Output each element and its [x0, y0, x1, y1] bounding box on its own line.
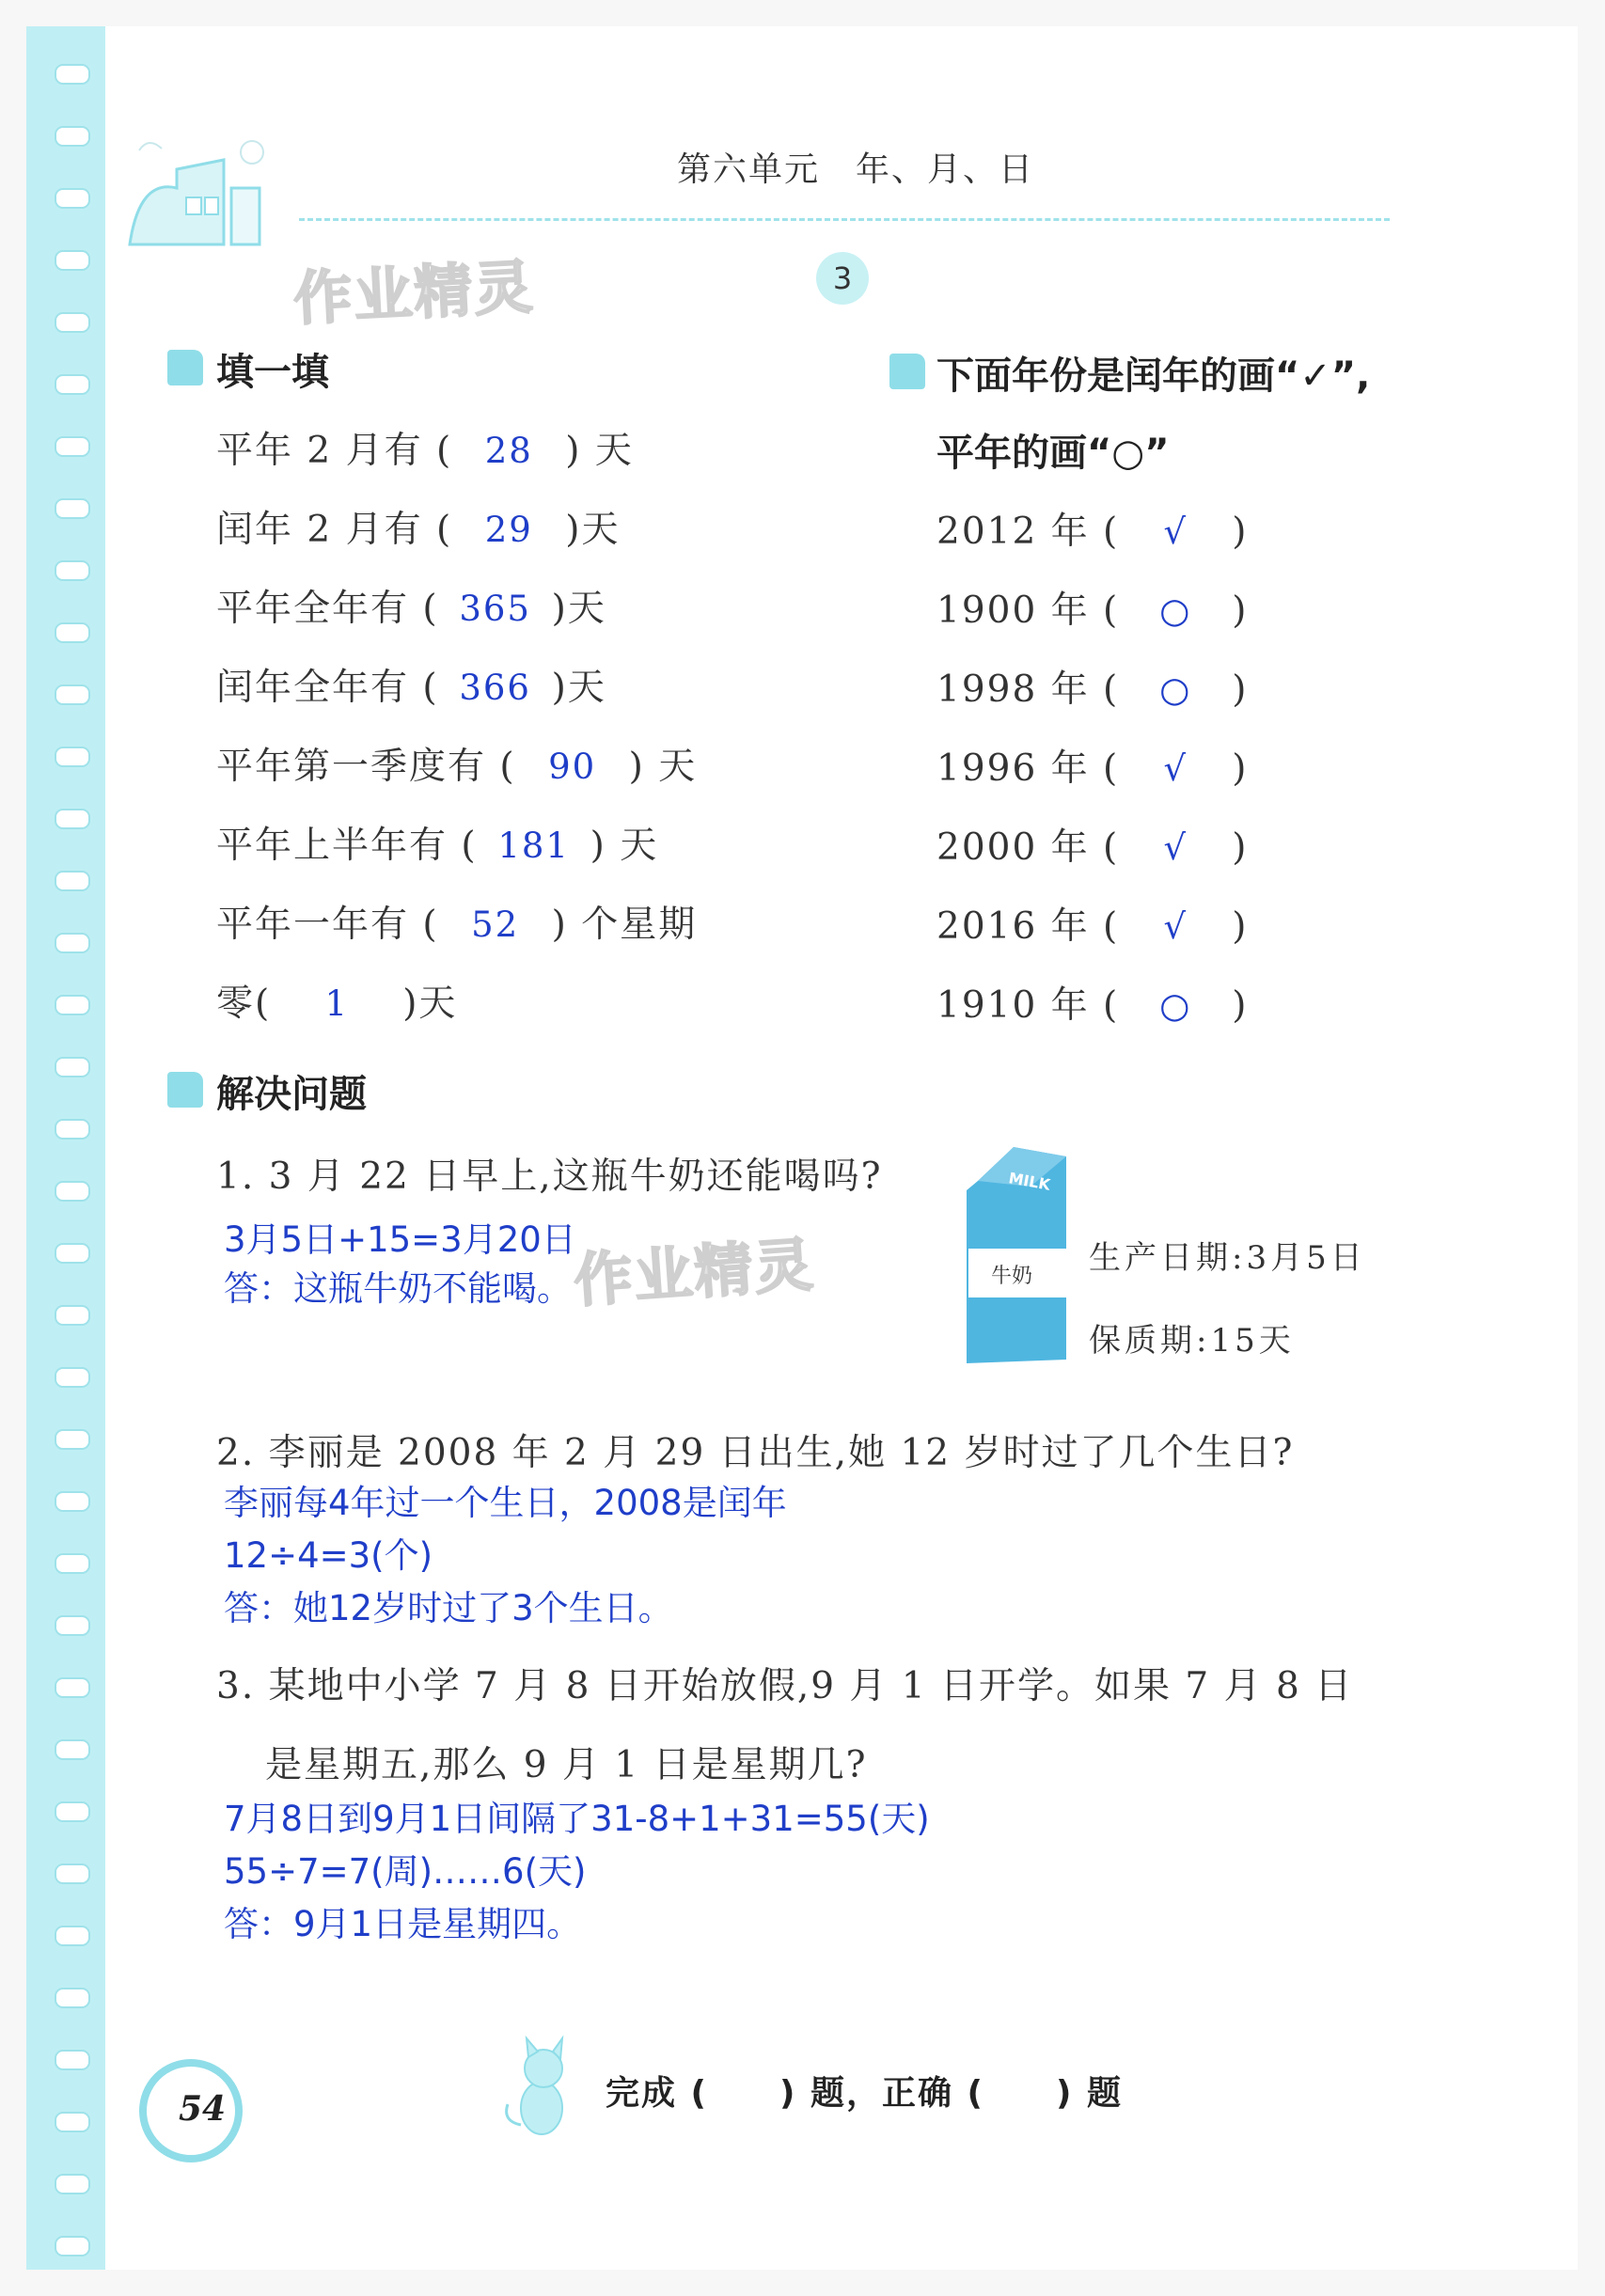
- mark: √: [1163, 827, 1188, 868]
- section-flag-icon: [167, 350, 203, 385]
- spiral-ring: [55, 2174, 90, 2194]
- problem-2-answer: 答：她12岁时过了3个生日。: [224, 1588, 673, 1628]
- section-flag-icon: [167, 1072, 203, 1108]
- leap-item: 1998 年 ( ○ ): [936, 668, 1249, 711]
- leap-item: 1996 年 ( √ ): [936, 747, 1249, 790]
- problem-2-question: 2. 李丽是 2008 年 2 月 29 日出生,她 12 岁时过了几个生日?: [216, 1432, 1295, 1474]
- problem-3-answer: 答：9月1日是星期四。: [224, 1904, 582, 1944]
- spiral-ring: [55, 126, 90, 147]
- production-date: 生产日期:3月5日: [1089, 1239, 1366, 1277]
- fill-item: 平年全年有 ( 365 )天: [216, 588, 606, 630]
- watermark: 作业精灵: [572, 1230, 817, 1315]
- mark: ○: [1159, 669, 1192, 710]
- spiral-ring: [55, 1367, 90, 1388]
- spiral-ring: [55, 1429, 90, 1450]
- spiral-binding: [26, 26, 105, 2270]
- mark: √: [1163, 511, 1188, 552]
- spiral-ring: [55, 1864, 90, 1884]
- leap-item: 1900 年 ( ○ ): [936, 590, 1249, 632]
- problem-3-work-line: 7月8日到9月1日间隔了31-8+1+31=55(天): [224, 1799, 930, 1839]
- lesson-number-badge: 3: [816, 252, 869, 305]
- watermark: 作业精灵: [291, 252, 537, 334]
- fill-item: 平年上半年有 ( 181 ) 天: [216, 825, 659, 867]
- header-divider: [299, 218, 1390, 221]
- leap-item: 2000 年 ( √ ): [936, 826, 1249, 869]
- school-doodle-icon: [120, 132, 280, 273]
- mark: ○: [1159, 985, 1192, 1026]
- milk-carton-icon: [959, 1143, 1070, 1369]
- solve-section-title: 解决问题: [216, 1073, 367, 1116]
- spiral-ring: [55, 871, 90, 891]
- fill-item: 闰年 2 月有 ( 29 )天: [216, 509, 621, 551]
- leap-section-title-1: 下面年份是闰年的画“✓”,: [936, 354, 1371, 398]
- spiral-ring: [55, 1988, 90, 2008]
- spiral-ring: [55, 560, 90, 581]
- spiral-ring: [55, 1926, 90, 1946]
- answer: 28: [484, 431, 533, 471]
- fill-item: 平年第一季度有 ( 90 ) 天: [216, 746, 698, 788]
- mark: √: [1163, 748, 1188, 789]
- problem-1-work-line: 3月5日+15=3月20日: [224, 1219, 576, 1260]
- page-number: 54: [179, 2089, 227, 2129]
- spiral-ring: [55, 747, 90, 767]
- section-flag-icon: [889, 354, 925, 389]
- shelf-life: 保质期:15天: [1089, 1322, 1295, 1360]
- answer: 366: [459, 668, 531, 708]
- spiral-ring: [55, 1615, 90, 1636]
- spiral-ring: [55, 622, 90, 643]
- spiral-ring: [55, 1739, 90, 1760]
- leap-item: 2012 年 ( √ ): [936, 511, 1249, 553]
- answer: 181: [497, 826, 570, 866]
- spiral-ring: [55, 1677, 90, 1698]
- fill-item: 闰年全年有 ( 366 )天: [216, 667, 606, 709]
- completion-tally: 完成 ( ) 题，正确 ( ) 题: [606, 2074, 1123, 2113]
- spiral-ring: [55, 498, 90, 519]
- spiral-ring: [55, 1305, 90, 1326]
- milk-brand: MILK: [1007, 1169, 1052, 1194]
- spiral-ring: [55, 250, 90, 271]
- leap-item: 1910 年 ( ○ ): [936, 984, 1249, 1027]
- spiral-ring: [55, 1243, 90, 1264]
- spiral-ring: [55, 1057, 90, 1077]
- spiral-ring: [55, 2112, 90, 2132]
- leap-item: 2016 年 ( √ ): [936, 905, 1249, 948]
- problem-3-work-line: 55÷7=7(周)……6(天): [224, 1851, 587, 1892]
- spiral-ring: [55, 995, 90, 1015]
- problem-3-question-line-2: 是星期五,那么 9 月 1 日是星期几?: [265, 1744, 868, 1786]
- spiral-ring: [55, 1491, 90, 1512]
- unit-title: 第六单元 年、月、日: [677, 150, 1035, 189]
- spiral-ring: [55, 64, 90, 85]
- problem-2-work-line: 12÷4=3(个): [224, 1535, 433, 1576]
- spiral-ring: [55, 188, 90, 209]
- fill-item: 平年 2 月有 ( 28 ) 天: [216, 430, 634, 472]
- spiral-ring: [55, 933, 90, 953]
- fill-item: 零( 1 )天: [216, 983, 458, 1025]
- spiral-ring: [55, 374, 90, 395]
- answer: 365: [459, 589, 531, 629]
- spiral-ring: [55, 809, 90, 829]
- answer: 52: [471, 904, 520, 945]
- problem-2-work-line: 李丽每4年过一个生日，2008是闰年: [224, 1483, 787, 1523]
- spiral-ring: [55, 1801, 90, 1822]
- answer: 29: [484, 510, 533, 550]
- mark: ○: [1159, 590, 1192, 631]
- answer: 90: [548, 747, 597, 787]
- problem-1-question: 1. 3 月 22 日早上,这瓶牛奶还能喝吗?: [216, 1156, 883, 1198]
- fill-item: 平年一年有 ( 52 ) 个星期: [216, 904, 698, 946]
- spiral-ring: [55, 1181, 90, 1202]
- mark: √: [1163, 906, 1188, 947]
- problem-3-question-line-1: 3. 某地中小学 7 月 8 日开始放假,9 月 1 日开学。如果 7 月 8 日: [216, 1665, 1354, 1707]
- cat-icon: [498, 2031, 583, 2144]
- spiral-ring: [55, 312, 90, 333]
- spiral-ring: [55, 436, 90, 457]
- milk-name: 牛奶: [991, 1265, 1033, 1288]
- spiral-ring: [55, 2050, 90, 2070]
- spiral-ring: [55, 1553, 90, 1574]
- answer: 1: [324, 983, 349, 1024]
- spiral-ring: [55, 1119, 90, 1140]
- spiral-ring: [55, 684, 90, 705]
- problem-1-answer: 答：这瓶牛奶不能喝。: [224, 1268, 572, 1309]
- leap-section-title-2: 平年的画“○”: [936, 432, 1170, 475]
- spiral-ring: [55, 2236, 90, 2257]
- fill-section-title: 填一填: [216, 351, 329, 394]
